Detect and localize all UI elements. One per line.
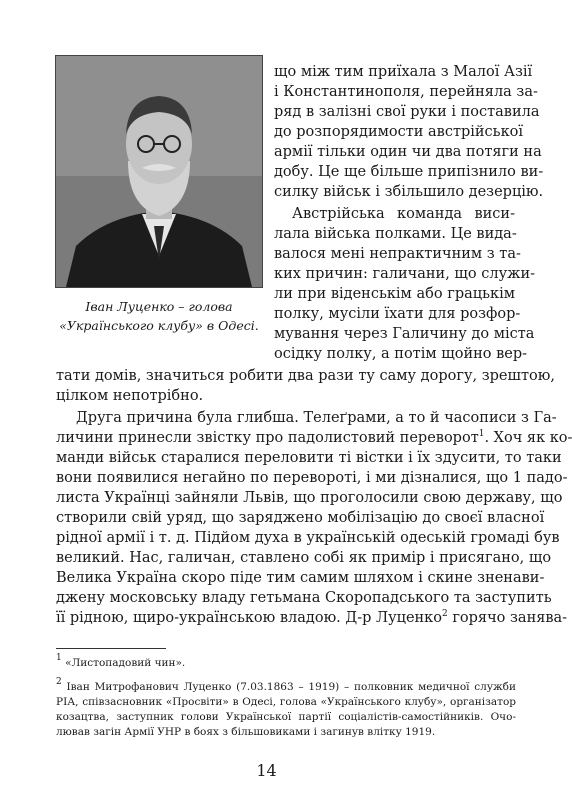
- text-line: цілком непотрібно.: [56, 388, 204, 404]
- text-line: добу. Це ще більше припізнило ви-: [274, 164, 544, 180]
- text-line: тати домів, значиться робити два рази ту саму дорогу, зрештою,: [56, 368, 555, 384]
- text-run: горячо занява-: [447, 610, 568, 626]
- footnote-2-line: РІА, співзасновник «Просвіти» в Одесі, голова «Українського клубу», організатор: [56, 696, 516, 708]
- footnote-2-line: лював загін Армії УНР в боях з більшовиками і загинув влітку 1919.: [56, 726, 436, 738]
- text-line: осідку полку, а потім щойно вер-: [274, 346, 528, 362]
- text-line: ких причин: галичани, що служи-: [274, 266, 536, 282]
- text-line: вони появилися негайно по перевороті, і ми дізналися, що 1 падо-: [56, 470, 568, 486]
- text-run: . Хоч як ко-: [484, 430, 572, 446]
- text-line: джену московську владу гетьмана Скоропадського та заступить: [56, 590, 552, 606]
- text-line: полку, мусіли їхати для розфор-: [274, 306, 521, 322]
- text-line: [56, 608, 568, 628]
- text-run: личини принесли звістку про падолистовий переворот: [56, 430, 479, 446]
- footnote-mark-1: 1: [56, 653, 62, 663]
- portrait-icon: [56, 56, 262, 287]
- text-line: лала війська полками. Це вида-: [274, 226, 517, 242]
- footnote-mark-2: 2: [56, 677, 62, 687]
- text-line: мування через Галичину до міста: [274, 326, 535, 342]
- text-line: листа Українці зайняли Львів, що проголосили свою державу, що: [56, 490, 563, 506]
- footnote-1-text: [56, 653, 516, 671]
- text-line: що між тим приїхала з Малої Азії: [274, 64, 533, 80]
- text-line: Друга причина була глибша. Телеґрами, а то й часописи з Га-: [76, 410, 557, 426]
- text-line: манди військ старалися переловити ті вістки і їх здусити, то таки: [56, 450, 562, 466]
- footnote-1: [56, 653, 516, 671]
- text-line: до розпорядимости австрійської: [274, 124, 524, 140]
- text-line: рідної армії і т. д. Підйом духа в українській одеській громаді був: [56, 530, 560, 546]
- footnote-ref-2[interactable]: 2: [441, 609, 448, 619]
- footnote-2-line: [56, 677, 517, 695]
- text-line: великий. Нас, галичан, ставлено собі як примір і присягано, що: [56, 550, 552, 566]
- text-line: Австрійська команда виси-: [292, 206, 515, 222]
- footnote-divider: [56, 648, 166, 649]
- footnote-1-body: «Листопадовий чин».: [65, 657, 186, 669]
- text-line: створили свій уряд, що заряджено мобілізацію до своєї власної: [56, 510, 545, 526]
- caption-line-1: Іван Луценко – голова: [85, 299, 233, 314]
- footnote-2-line: козацтва, заступник голови Української партії соціалістів-самостійників. Очо-: [56, 711, 516, 723]
- text-line: ряд в залізні свої руки і поставила: [274, 104, 540, 120]
- text-line: [56, 428, 572, 448]
- caption-line-2: «Українського клубу» в Одесі.: [59, 318, 259, 333]
- photo-caption: [40, 297, 278, 335]
- text-line: валося мені непрактичним з та-: [274, 246, 521, 262]
- text-line: силку військ і збільшило дезерцію.: [274, 184, 544, 200]
- text-line: Велика Україна скоро піде тим самим шляхом і скине зненави-: [56, 570, 545, 586]
- page-number: 14: [256, 761, 277, 780]
- footnote-ref-1[interactable]: 1: [478, 429, 485, 439]
- portrait-photo: [56, 56, 262, 287]
- footnote-2: [56, 677, 517, 740]
- text-line: ли при віденськім або грацькім: [274, 286, 515, 302]
- footnote-2-body: Іван Митрофанович Луценко (7.03.1863 – 1919) – полковник медичної служби: [66, 681, 517, 693]
- text-run: її рідною, щиро-українською владою. Д-р Луценко: [56, 610, 442, 626]
- text-line: і Константинополя, перейняла за-: [274, 84, 538, 100]
- text-line: армії тільки один чи два потяги на: [274, 144, 542, 160]
